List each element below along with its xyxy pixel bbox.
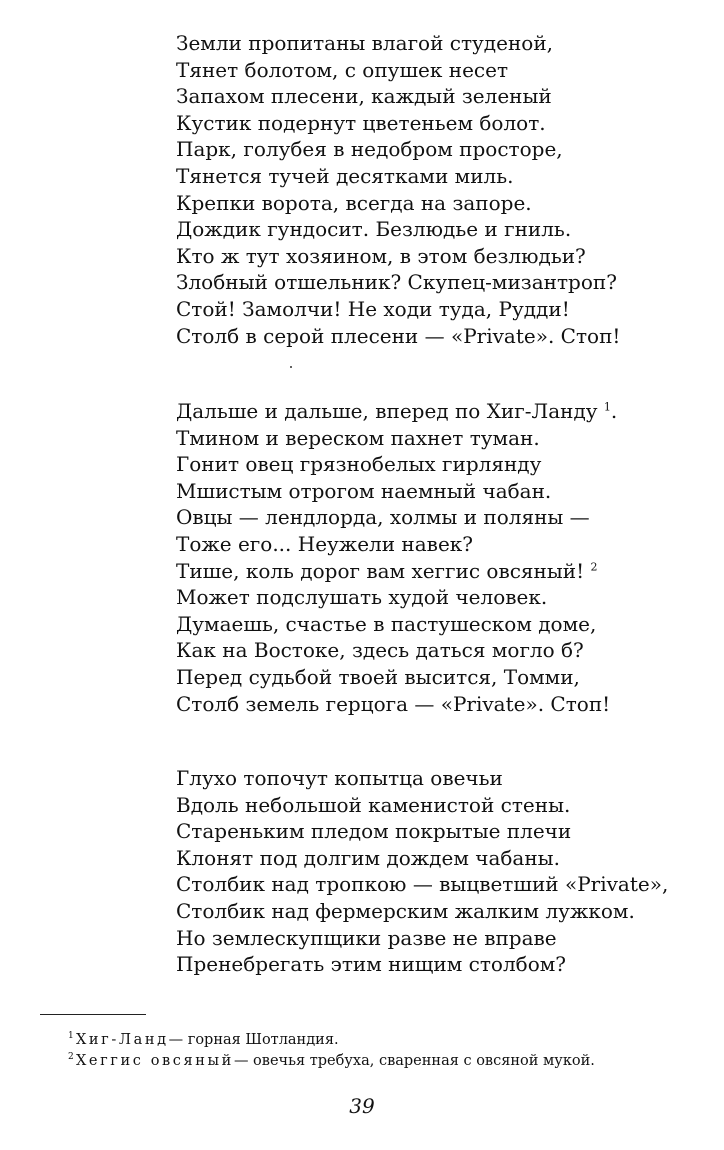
stanza-3 (176, 765, 668, 978)
poem-line: Столбик над фермерским жалким лужком. (176, 898, 635, 923)
poem-line: Столб земель герцога — «Private». Стоп! (176, 691, 611, 716)
poem-line: Стой! Замолчи! Не ходи туда, Рудди! (176, 296, 570, 321)
page-number: 39 (349, 1094, 375, 1118)
poem-line: Глухо топочут копытца овечьи (176, 766, 503, 790)
poem-line: Тянется тучей десятками миль. (176, 163, 514, 188)
footnote-marker-2: 2 (590, 559, 598, 573)
footnote-text: — овечья требуха, сваренная с овсяной мукой. (233, 1053, 595, 1069)
poem-line: Тмином и вереском пахнет туман. (176, 425, 540, 450)
poem-line: Может подслушать худой человек. (176, 585, 548, 610)
poem-line: Запахом плесени, каждый зеленый (176, 84, 552, 109)
poem-line: Гонит овец грязнобелых гирлянду (176, 452, 542, 477)
poem-line: Тянет болотом, с опушек несет (176, 57, 509, 82)
poem-line-punctuation: . (610, 399, 618, 423)
footnote-separator (40, 1014, 146, 1015)
poem-line: Но землескупщики разве не вправе (176, 925, 557, 950)
poem-line-with-footnote (176, 398, 617, 425)
poem-line: Земли пропитаны влагой студеной, (176, 31, 554, 55)
poem-line-text: Тише, коль дорог вам хеггис овсяный! (176, 558, 585, 583)
poem-line: Злобный отшельник? Скупец-мизантроп? (176, 270, 617, 295)
footnote-marker-1: 1 (603, 400, 611, 414)
footnote-number: 1 (68, 1031, 74, 1041)
poem-line: Клонят под долгим дождем чабаны. (176, 845, 560, 870)
poem-line: Пренебрегать этим нищим столбом? (176, 952, 567, 977)
poem-line: Столб в серой плесени — «Private». Стоп! (176, 323, 621, 348)
footnote-term: Хеггис овсяный (76, 1053, 234, 1069)
poem-line: Крепки ворота, всегда на запоре. (176, 190, 532, 215)
poem-line: Вдоль небольшой каменистой стены. (176, 792, 571, 817)
poem-line: Кустик подернут цветеньем болот. (176, 110, 546, 135)
poem-line: Столбик над тропкою — выцветший «Private», (176, 872, 669, 897)
poem-line: Как на Востоке, здесь даться могло б? (176, 638, 584, 663)
poem-line-with-footnote (176, 558, 617, 585)
footnote-1 (68, 1030, 696, 1051)
poem-line: Мшистым отрогом наемный чабан. (176, 478, 552, 503)
poem-line: Перед судьбой твоей высится, Томми, (176, 664, 580, 689)
footnote-term: Хиг-Ланд (76, 1032, 169, 1048)
stray-dot-mark (290, 366, 292, 368)
stanza-1 (176, 30, 620, 349)
poem-line: Овцы — лендлорда, холмы и поляны — (176, 505, 590, 530)
poem-line: Парк, голубея в недобром просторе, (176, 137, 563, 162)
footnote-2 (68, 1051, 696, 1072)
poem-line: Тоже его... Неужели навек? (176, 531, 474, 556)
poem-line: Думаешь, счастье в пастушеском доме, (176, 611, 597, 636)
poem-line: Дождик гундосит. Безлюдье и гниль. (176, 217, 572, 242)
poem-line: Кто ж тут хозяином, в этом безлюдьи? (176, 243, 586, 268)
footnote-number: 2 (68, 1052, 74, 1062)
footnotes (68, 1030, 696, 1072)
poem-line: Стареньким пледом покрытые плечи (176, 819, 572, 844)
poem-line-text: Дальше и дальше, вперед по Хиг-Ланду (176, 399, 598, 423)
footnote-text: — горная Шотландия. (168, 1032, 339, 1048)
stanza-2 (176, 398, 617, 717)
